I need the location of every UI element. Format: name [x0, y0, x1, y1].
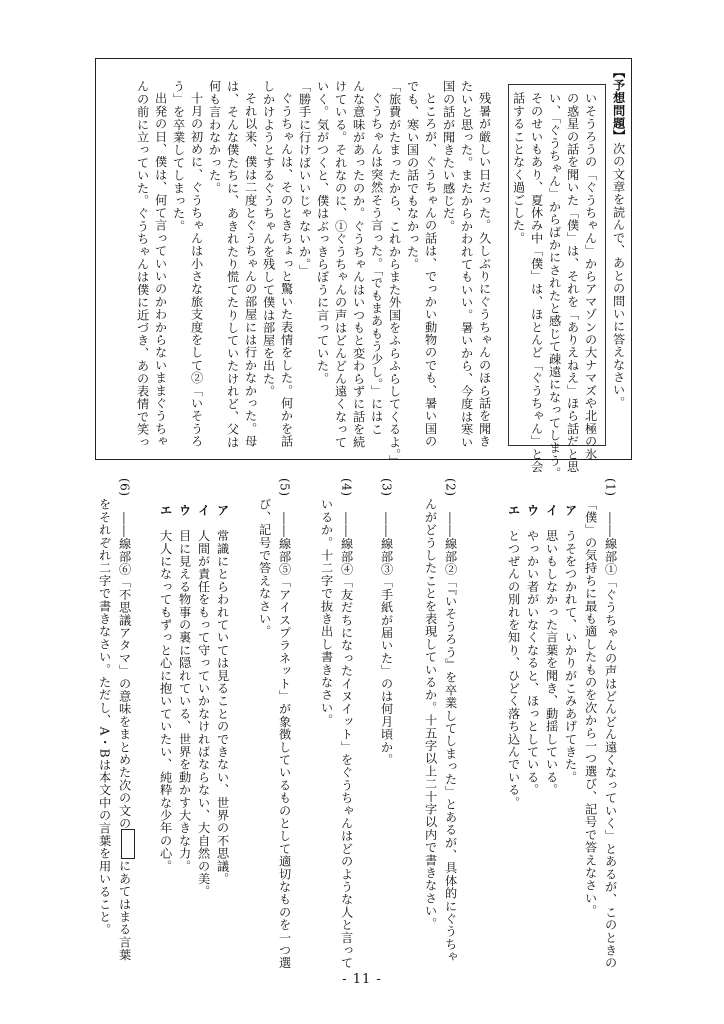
summary-line: い、「ぐうちゃん」からばかにされたと感じて疎遠になってしまう。: [547, 92, 562, 480]
choice: ウ やっかい者がいなくなると、ほっとしている。: [525, 504, 540, 797]
question-number: (2): [443, 478, 458, 497]
choice: エ 大人になってもずっと心に抱いていたい、純粋な少年の心。: [158, 504, 173, 873]
question-text: いるか。十二字で抜き出し書きなさい。: [319, 498, 334, 727]
story-line: でも、寒い国の話でもなかった。: [405, 80, 420, 271]
story-line: 何も言わなかった。: [207, 80, 222, 195]
question-text: をそれぞれ二字で書きなさい。ただし、A・Bは本文中の言葉を用いること。: [97, 498, 112, 936]
story-line: 出発の日、僕は、何て言っていいのかわからないままぐうちゃ: [153, 92, 168, 448]
page-number: - 11 -: [342, 972, 382, 987]
question-text: んがどうしたことを表現しているか。十五字以上二十字以内で書きなさい。: [423, 498, 438, 930]
question-text: び、記号で答えなさい。: [257, 498, 272, 638]
question-text: ――線部⑥「不思議アタマ」の意味をまとめた次の文のにあてはまる言葉: [118, 512, 135, 961]
answer-blank: [121, 829, 135, 859]
story-line: ぐうちゃんは、そのときちょっと驚いた表情をした。何かを話: [279, 92, 294, 448]
story-line: それ以来、僕は二度とぐうちゃんの部屋には行かなかった。母: [243, 92, 258, 448]
choice: イ 思いもしなかった言葉を聞き、動揺している。: [544, 504, 559, 797]
summary-line: の惑星の話を聞いた「僕」は、それを「ありえねえ」ほら話だと思: [565, 92, 580, 473]
story-line: 「勝手に行けばいいじゃないか。」: [297, 80, 312, 278]
header-label: 【予想問題】: [611, 66, 626, 143]
choice: ア 常識にとらわれていては見ることのできない、世界の不思議。: [215, 504, 230, 886]
choice: イ 人間が責任をもって守っていかなければならない、大自然の美。: [196, 504, 211, 898]
summary-line: いそうろうの「ぐうちゃん」からアマゾンの大ナマズや北極の氷: [583, 92, 598, 461]
story-line: いく。気がつくと、僕はぶっきらぼうに言っていた。: [315, 80, 330, 385]
question-text: ――線部①「ぐうちゃんの声はどんどん遠くなっていく」とあるが、このときの: [603, 512, 618, 970]
question-number: (5): [277, 478, 292, 497]
question-text: ――線部③「手紙が届いた」のは何月頃か。: [379, 512, 394, 766]
story-line: ところが、ぐうちゃんの話は、でっかい動物のでも、暑い国の: [423, 92, 438, 448]
story-line: けている。それなのに、①ぐうちゃんの声はどんどん遠くなって: [333, 80, 348, 449]
story-line: んな意味があったのか。ぐうちゃんはいつもと変わらずに話を続: [351, 80, 366, 449]
story-line: 十月の初めに、ぐうちゃんは小さな旅支度をして②「いそうろ: [189, 92, 204, 448]
question-number: (1): [603, 478, 618, 497]
story-line: は、そんな僕たちに、あきれたり慌てたりしていたけれど、父は: [225, 80, 240, 449]
story-line: しかけようとするぐうちゃんを残して僕は部屋を出た。: [261, 80, 276, 398]
question-number: (6): [117, 478, 132, 497]
story-line: んの前に立っていた。ぐうちゃんは僕に近づき、あの表情で笑っ: [135, 80, 150, 449]
question-text: ――線部②「『いそうろう』を卒業してしまった」とあるが、具体的にぐうちゃ: [443, 512, 458, 964]
header: [612, 66, 625, 409]
question-text: 「僕」の気持ちに最も適したものを次から一つ選び、記号で答えなさい。: [583, 498, 598, 918]
question-text: ――線部④「友だちになったイヌイット」をぐうちゃんはどのような人と言って: [339, 512, 354, 970]
story-line: う」を卒業してしまった。: [171, 80, 186, 233]
story-line: たいと思った。またからかわれてもいい。暑いから、今度は寒い: [459, 80, 474, 449]
question-number: (3): [379, 478, 394, 497]
choice: ア うそをつかれて、いかりがこみあげてきた。: [563, 504, 578, 784]
choice: エ とつぜんの別れを知り、ひどく落ち込んでいる。: [506, 504, 521, 809]
story-line: 「旅費がたまったから、これからまた外国をふらふらしてくるよ。」: [387, 80, 402, 468]
story-line: ぐうちゃんは突然そう言った。「でもまあもう少し。」にはこ: [369, 92, 384, 436]
question-text: ――線部⑤「アイスプラネット」が象徴しているものとして適切なものを一つ選: [277, 512, 292, 970]
summary-line: そのせいもあり、夏休み中「僕」は、ほとんど「ぐうちゃん」と会: [529, 92, 544, 473]
story-line: 残暑が厳しい日だった。久しぶりにぐうちゃんのほら話を聞き: [477, 92, 492, 448]
header-instruction: 次の文章を読んで、あとの問いに答えなさい。: [611, 142, 626, 409]
summary-line: 話することなく過ごした。: [511, 92, 526, 245]
question-number: (4): [339, 478, 354, 497]
story-line: 国の話が聞きたい感じだ。: [441, 80, 456, 233]
choice: ウ 目に見える物事の裏に隠れている、世界を動かす大きな力。: [177, 504, 192, 873]
